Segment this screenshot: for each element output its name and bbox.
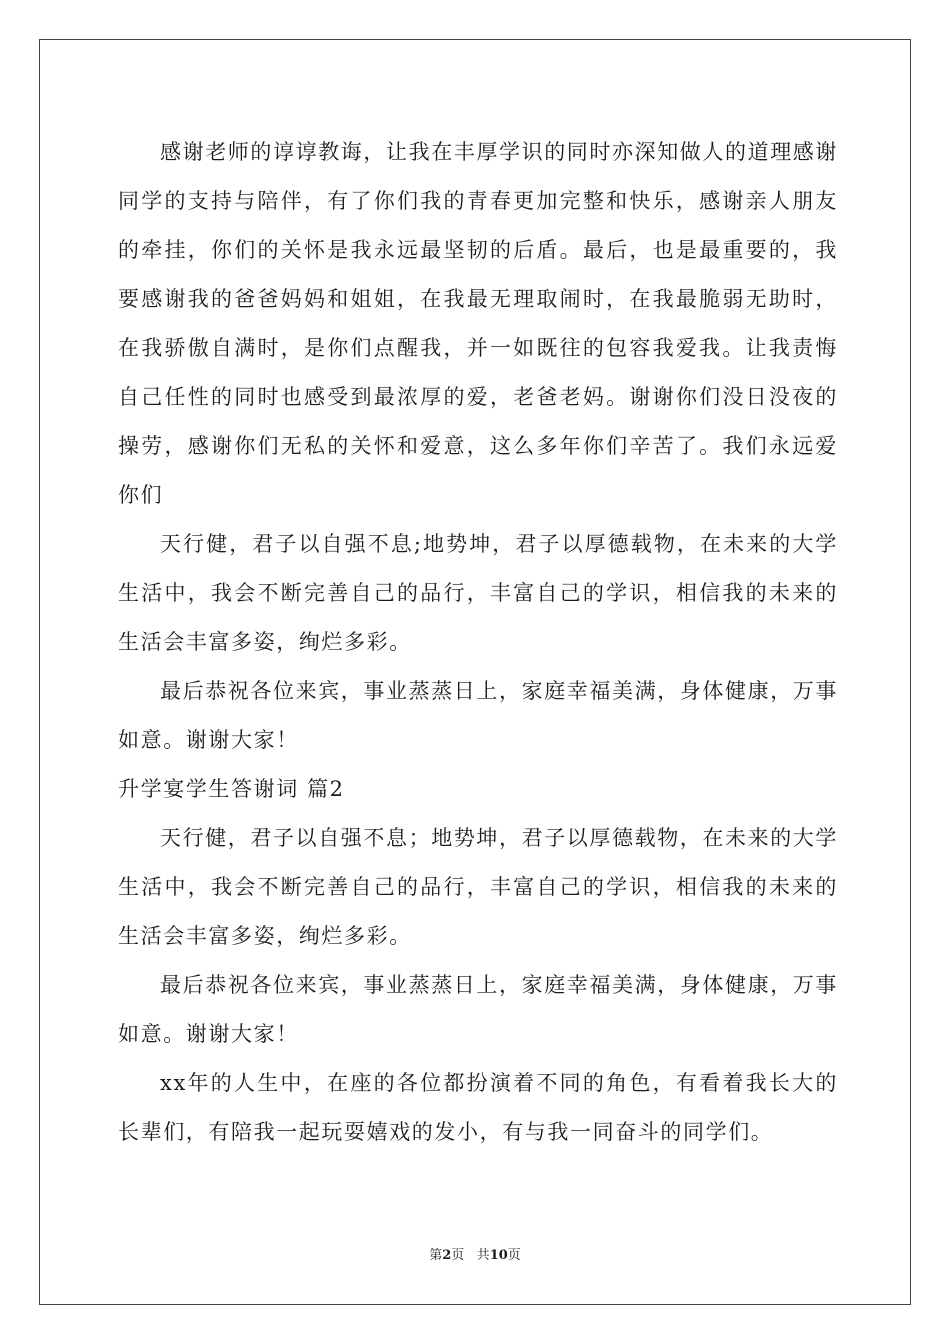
page-number-prefix: 第 [429, 1248, 443, 1263]
total-pages-prefix: 共 [476, 1248, 490, 1263]
paragraph-thanks: 感谢老师的谆谆教诲，让我在丰厚学识的同时亦深知做人的道理感谢同学的支持与陪伴，有了你们我的青春更加完整和快乐，感谢亲人朋友的牵挂，你们的关怀是我永远最坚韧的后盾。最后，也是最重要的，我要感谢我的爸爸妈妈和姐姐，在我最无理取闹时，在我最脆弱无助时，在我骄傲自满时，是你们点醒我，并一如既往的包容我爱我。让我责悔自己任性的同时也感受到最浓厚的爱，老爸老妈。谢谢你们没日没夜的操劳，感谢你们无私的关怀和爱意，这么多年你们辛苦了。我们永远爱你们 [118, 140, 838, 507]
page-footer [0, 1247, 950, 1265]
paragraph-life: xx年的人生中，在座的各位都扮演着不同的角色，有看着我长大的长辈们，有陪我一起玩耍嬉戏的发小，有与我一同奋斗的同学们。 [118, 1071, 838, 1144]
paragraph-blessing-2: 最后恭祝各位来宾，事业蒸蒸日上，家庭幸福美满，身体健康，万事如意。谢谢大家！ [118, 973, 838, 1046]
total-pages-suffix: 页 [507, 1248, 521, 1263]
document-body [118, 128, 838, 1157]
paragraph-motto: 天行健，君子以自强不息;地势坤，君子以厚德载物，在未来的大学生活中，我会不断完善自己的品行，丰富自己的学识，相信我的未来的生活会丰富多姿，绚烂多彩。 [118, 532, 838, 654]
total-pages: 10 [489, 1248, 508, 1263]
page-number: 2 [442, 1248, 452, 1263]
paragraph-motto-2: 天行健，君子以自强不息；地势坤，君子以厚德载物，在未来的大学生活中，我会不断完善自己的品行，丰富自己的学识，相信我的未来的生活会丰富多姿，绚烂多彩。 [118, 826, 838, 948]
page-number-suffix: 页 [451, 1248, 465, 1263]
paragraph-blessing: 最后恭祝各位来宾，事业蒸蒸日上，家庭幸福美满，身体健康，万事如意。谢谢大家！ [118, 679, 838, 752]
section-heading: 升学宴学生答谢词 篇2 [118, 777, 345, 801]
